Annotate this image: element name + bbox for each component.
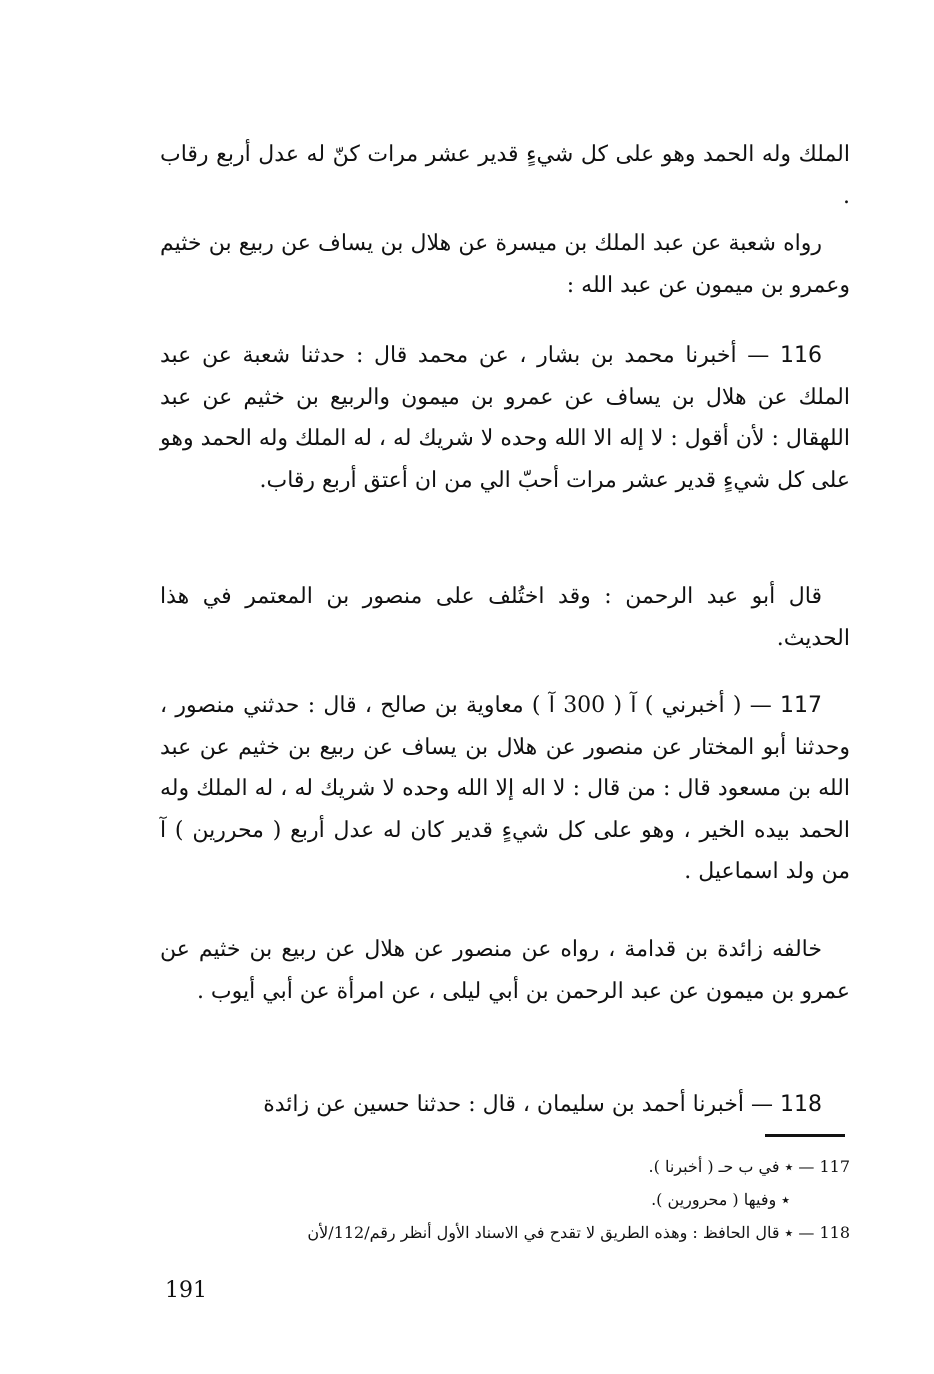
footnote-117-sub: ٭ وفيها ( محرورين ).	[651, 1190, 790, 1209]
paragraph-narration: رواه شعبة عن عبد الملك بن ميسرة عن هلال بن يساف عن ربيع بن خثيم وعمرو بن ميمون عن عبد الله :	[160, 231, 850, 298]
hadith-116	[160, 335, 850, 501]
hadith-117	[160, 685, 850, 893]
hadith-text: — ( أخبرني ) آ ( 300 آ ) معاوية بن صالح ، قال : حدثني منصور ، وحدثنا أبو المختار عن منصور عن هلال بن يساف عن ربيع بن خثيم عن عبد الله بن مسعود قال : من قال : لا اله إلا الله وحده لا شريك له ، له الملك وله الحمد بيده الخير ، وهو على كل شيءٍ قدير كان له عدل أربع ( محررين ) آ من ولد اسماعيل .	[160, 693, 850, 884]
footnote-divider	[765, 1134, 845, 1137]
hadith-118	[160, 1084, 850, 1126]
hadith-text: — أخبرنا أحمد بن سليمان ، قال : حدثنا حسين عن زائدة	[263, 1092, 773, 1117]
paragraph-comment: قال أبو عبد الرحمن : وقد اختُلف على منصور بن المعتمر في هذا الحديث.	[160, 584, 850, 651]
paragraph-variant: خالفه زائدة بن قدامة ، رواه عن منصور عن هلال عن ربيع بن خثيم عن عمرو بن ميمون عن عبد الرحمن بن أبي ليلى ، عن امرأة عن أبي أيوب .	[160, 937, 850, 1004]
footnote-117: 117 — ٭ في ب حـ ( أخبرنا ).	[648, 1157, 850, 1176]
hadith-number: 117	[780, 693, 822, 718]
hadith-number: 116	[779, 343, 822, 368]
hadith-text: — أخبرنا محمد بن بشار ، عن محمد قال : حدثنا شعبة عن عبد الملك عن هلال بن يساف عن عمرو بن ميمون والربيع بن خثيم عن عبد اللهقال : لأن أقول : لا إله الا الله وحده لا شريك له ، له الملك وله الحمد وهو على كل شيءٍ قدير عشر مرات أحبّ الي من ان أعتق أربع رقاب.	[160, 343, 851, 493]
footnote-118: 118 — ٭ قال الحافظ : وهذه الطريق لا تقدح في الاسناد الأول أنظر رقم/112/لأن	[307, 1223, 850, 1242]
paragraph-continuation: الملك وله الحمد وهو على كل شيءٍ قدير عشر مرات كنّ له عدل أربع رقاب .	[160, 142, 850, 209]
hadith-number: 118	[780, 1092, 822, 1117]
page-number: 191	[165, 1278, 207, 1303]
